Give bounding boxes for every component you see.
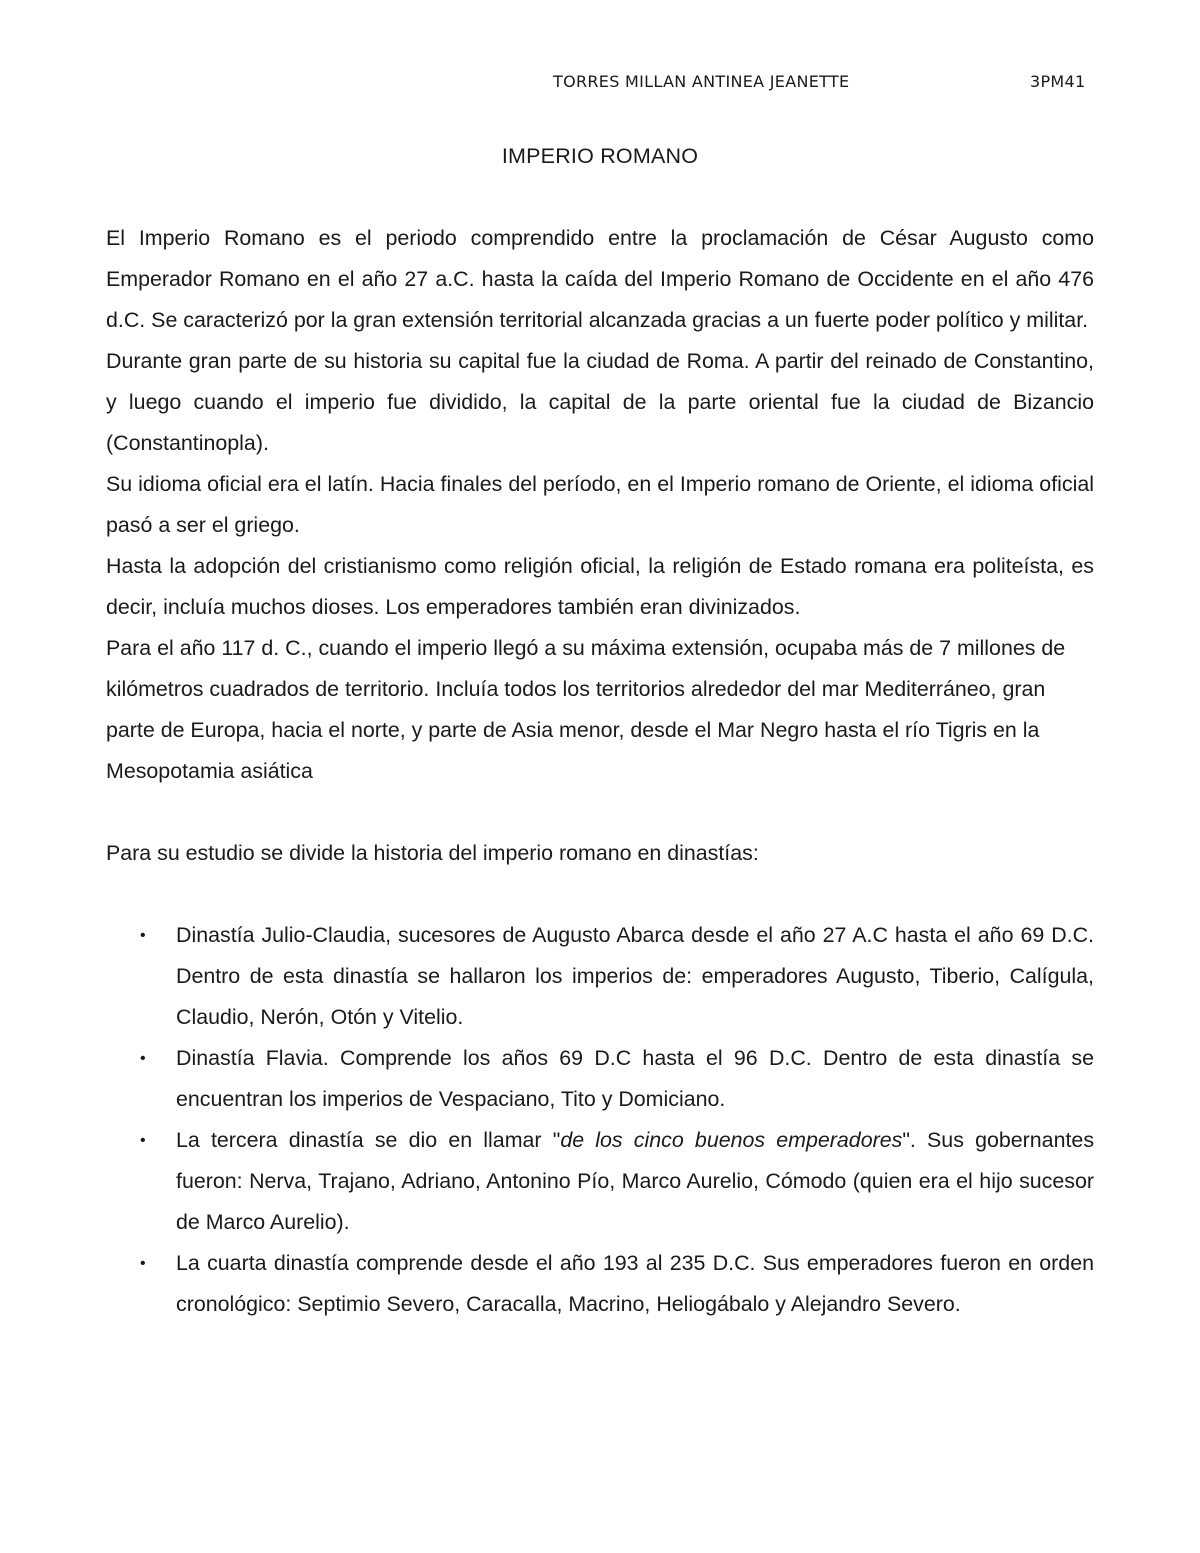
paragraph-intro-empire: El Imperio Romano es el periodo comprendido entre la proclamación de César Augusto como Emperador Romano en el año 27 a.C. hasta la caída del Imperio Romano de Occidente en el año 476 d.C. Se caracterizó por la gran extensión territorial alcanzada gracias a un fuerte poder político y militar. bbox=[106, 226, 1094, 332]
document-body bbox=[106, 218, 1094, 1325]
document-title: IMPERIO ROMANO bbox=[501, 144, 699, 168]
bullet-icon: • bbox=[140, 1050, 146, 1067]
group-code: 3PM41 bbox=[1030, 72, 1086, 91]
dynasty-flavia: Dinastía Flavia. Comprende los años 69 D.C hasta el 96 D.C. Dentro de esta dinastía se encuentran los imperios de Vespaciano, Tito y Domiciano. bbox=[176, 1046, 1094, 1111]
dynasty-julio-claudia: Dinastía Julio-Claudia, sucesores de Augusto Abarca desde el año 27 A.C hasta el año 69 D.C. Dentro de esta dinastía se hallaron los imperios de: emperadores Augusto, Tiberio, Calígula, Claudio, Nerón, Otón y Vitelio. bbox=[176, 923, 1094, 1029]
list-item bbox=[140, 1243, 1094, 1325]
dynasty-fourth: La cuarta dinastía comprende desde el año 193 al 235 D.C. Sus emperadores fueron en orden cronológico: Septimio Severo, Caracalla, Macrino, Heliogábalo y Alejandro Severo. bbox=[176, 1251, 1094, 1316]
page-header bbox=[0, 72, 1200, 100]
dynasty-third-italic-name: de los cinco buenos emperadores bbox=[560, 1128, 903, 1152]
dynasty-third-text-end: ". Sus gobernantes fueron: Nerva, Trajano, Adriano, Antonino Pío, Marco Aurelio, Cómodo (quien era el hijo sucesor de Marco Aurelio). bbox=[176, 1128, 1095, 1234]
paragraph-capital: Durante gran parte de su historia su capital fue la ciudad de Roma. A partir del reinado de Constantino, y luego cuando el imperio fue dividido, la capital de la parte oriental fue la ciudad de Bizancio (Constantinopla). bbox=[106, 349, 1094, 455]
dynasty-list bbox=[106, 915, 1094, 1325]
list-item bbox=[140, 1120, 1095, 1243]
dynasty-third-text-start: La tercera dinastía se dio en llamar " bbox=[176, 1128, 561, 1152]
dynasties-intro: Para su estudio se divide la historia del imperio romano en dinastías: bbox=[106, 841, 759, 865]
author-name: TORRES MILLAN ANTINEA JEANETTE bbox=[553, 72, 850, 91]
list-item bbox=[140, 1038, 1094, 1120]
bullet-icon: • bbox=[140, 1132, 146, 1149]
paragraph-religion: Hasta la adopción del cristianismo como religión oficial, la religión de Estado romana era politeísta, es decir, incluía muchos dioses. Los emperadores también eran divinizados. bbox=[106, 554, 1094, 619]
paragraph-language: Su idioma oficial era el latín. Hacia finales del período, en el Imperio romano de Oriente, el idioma oficial pasó a ser el griego. bbox=[106, 472, 1094, 537]
bullet-icon: • bbox=[140, 1255, 146, 1272]
bullet-icon: • bbox=[140, 927, 146, 944]
list-item bbox=[140, 915, 1094, 1038]
paragraph-extension: Para el año 117 d. C., cuando el imperio llegó a su máxima extensión, ocupaba más de 7 millones de kilómetros cuadrados de territorio. Incluía todos los territorios alrededor del mar Mediterráneo, gran parte de Europa, hacia el norte, y parte de Asia menor, desde el Mar Negro hasta el río Tigris en la Mesopotamia asiática bbox=[106, 636, 1066, 783]
